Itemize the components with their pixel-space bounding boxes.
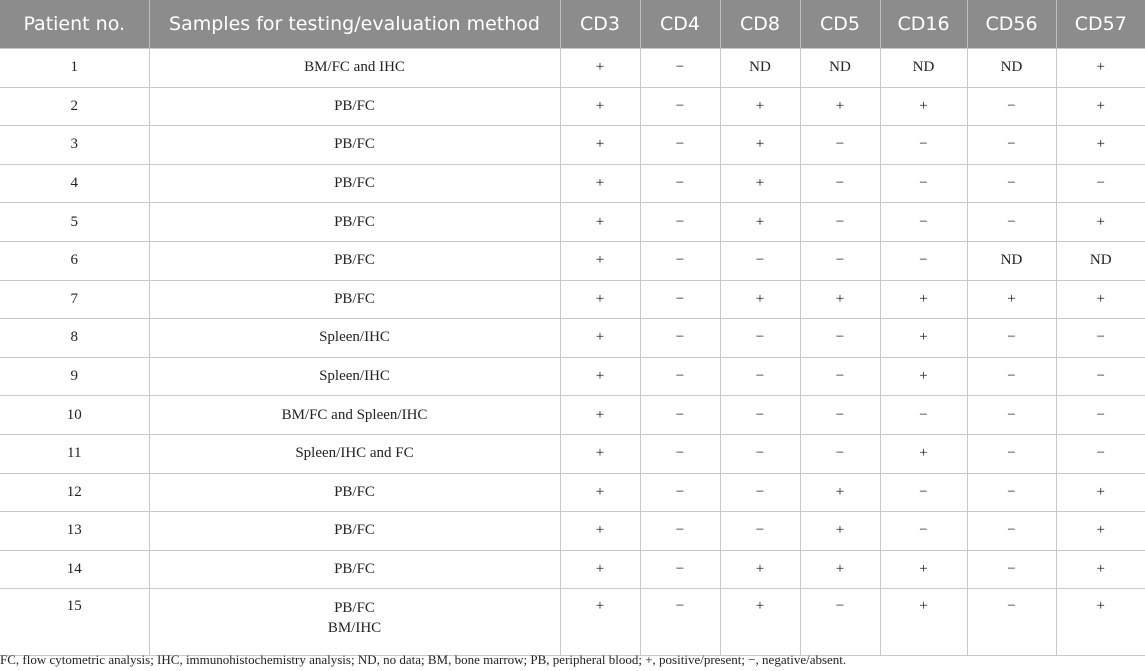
cd8-cell: − bbox=[720, 396, 800, 435]
header-cd4: CD4 bbox=[640, 0, 720, 49]
sample-method-line: Spleen/IHC and FC bbox=[295, 445, 414, 462]
cd4-cell: − bbox=[640, 49, 720, 88]
cd57-cell: − bbox=[1056, 434, 1145, 473]
cd16-cell: − bbox=[880, 241, 967, 280]
cd56-cell: − bbox=[967, 550, 1056, 589]
patient-no-cell: 1 bbox=[0, 49, 149, 88]
cd4-cell: − bbox=[640, 357, 720, 396]
table-body bbox=[0, 49, 1145, 656]
cd56-cell: − bbox=[967, 87, 1056, 126]
table-row bbox=[0, 550, 1145, 589]
cd56-cell: − bbox=[967, 473, 1056, 512]
cd16-cell: ND bbox=[880, 49, 967, 88]
cd5-cell: − bbox=[800, 203, 880, 242]
cd56-cell: − bbox=[967, 203, 1056, 242]
header-cd3: CD3 bbox=[560, 0, 640, 49]
sample-method-cell bbox=[149, 512, 560, 551]
sample-method-cell bbox=[149, 589, 560, 656]
sample-method-line: PB/FC bbox=[334, 213, 375, 230]
header-cd8: CD8 bbox=[720, 0, 800, 49]
cd57-cell: + bbox=[1056, 512, 1145, 551]
cd4-cell: − bbox=[640, 396, 720, 435]
cd16-cell: − bbox=[880, 126, 967, 165]
cd16-cell: − bbox=[880, 164, 967, 203]
cd4-cell: − bbox=[640, 203, 720, 242]
cd57-cell: ND bbox=[1056, 241, 1145, 280]
cd4-cell: − bbox=[640, 126, 720, 165]
cd3-cell: + bbox=[560, 87, 640, 126]
sample-method-line: PB/FC bbox=[334, 522, 375, 539]
sample-method-line: PB/FC bbox=[334, 600, 375, 617]
cd4-cell: − bbox=[640, 241, 720, 280]
patient-no-cell: 9 bbox=[0, 357, 149, 396]
patient-no-cell: 11 bbox=[0, 434, 149, 473]
cd57-cell: + bbox=[1056, 49, 1145, 88]
cd5-cell: − bbox=[800, 434, 880, 473]
cd5-cell: − bbox=[800, 126, 880, 165]
cd57-cell: + bbox=[1056, 280, 1145, 319]
cd4-cell: − bbox=[640, 319, 720, 358]
table-row bbox=[0, 49, 1145, 88]
sample-method-line: PB/FC bbox=[334, 136, 375, 153]
sample-method-cell bbox=[149, 357, 560, 396]
sample-method-cell bbox=[149, 434, 560, 473]
cd3-cell: + bbox=[560, 396, 640, 435]
cd57-cell: + bbox=[1056, 473, 1145, 512]
cd3-cell: + bbox=[560, 164, 640, 203]
sample-method-line: PB/FC bbox=[334, 483, 375, 500]
cd16-cell: − bbox=[880, 203, 967, 242]
cd8-cell: ND bbox=[720, 49, 800, 88]
cd8-cell: − bbox=[720, 319, 800, 358]
table-footnote: FC, flow cytometric analysis; IHC, immunohistochemistry analysis; ND, no data; BM, bone marrow; PB, peripheral blood; +, positive/present; −, negative/absent. bbox=[0, 652, 847, 667]
cd5-cell: ND bbox=[800, 49, 880, 88]
cd56-cell: − bbox=[967, 319, 1056, 358]
header-cd56: CD56 bbox=[967, 0, 1056, 49]
sample-method-line: PB/FC bbox=[334, 561, 375, 578]
cd57-cell: + bbox=[1056, 126, 1145, 165]
cd4-cell: − bbox=[640, 512, 720, 551]
cd5-cell: − bbox=[800, 319, 880, 358]
header-cd57: CD57 bbox=[1056, 0, 1145, 49]
cd3-cell: + bbox=[560, 319, 640, 358]
cd57-cell: + bbox=[1056, 203, 1145, 242]
sample-method-line: PB/FC bbox=[334, 290, 375, 307]
header-patient-no: Patient no. bbox=[0, 0, 149, 49]
table-row bbox=[0, 357, 1145, 396]
cd16-cell: − bbox=[880, 396, 967, 435]
header-cd5: CD5 bbox=[800, 0, 880, 49]
cd8-cell: + bbox=[720, 589, 800, 656]
cd16-cell: + bbox=[880, 87, 967, 126]
sample-method-line: BM/FC and IHC bbox=[304, 59, 405, 76]
sample-method-line: PB/FC bbox=[334, 175, 375, 192]
cd8-cell: − bbox=[720, 512, 800, 551]
table-row bbox=[0, 589, 1145, 656]
cd8-cell: − bbox=[720, 473, 800, 512]
cd5-cell: + bbox=[800, 280, 880, 319]
sample-method-cell bbox=[149, 87, 560, 126]
cd5-cell: + bbox=[800, 473, 880, 512]
cd8-cell: + bbox=[720, 550, 800, 589]
cd56-cell: − bbox=[967, 589, 1056, 656]
table-row bbox=[0, 126, 1145, 165]
patient-no-cell: 7 bbox=[0, 280, 149, 319]
cd16-cell: + bbox=[880, 280, 967, 319]
cd16-cell: + bbox=[880, 434, 967, 473]
cd4-cell: − bbox=[640, 473, 720, 512]
cd8-cell: − bbox=[720, 241, 800, 280]
cd3-cell: + bbox=[560, 203, 640, 242]
cd3-cell: + bbox=[560, 126, 640, 165]
cd3-cell: + bbox=[560, 280, 640, 319]
table-row bbox=[0, 203, 1145, 242]
patient-no-cell: 3 bbox=[0, 126, 149, 165]
header-samples-method: Samples for testing/evaluation method bbox=[149, 0, 560, 49]
cd57-cell: + bbox=[1056, 550, 1145, 589]
table-row bbox=[0, 241, 1145, 280]
cd8-cell: + bbox=[720, 126, 800, 165]
cd3-cell: + bbox=[560, 241, 640, 280]
sample-method-cell bbox=[149, 164, 560, 203]
cd4-cell: − bbox=[640, 87, 720, 126]
cd16-cell: + bbox=[880, 357, 967, 396]
table-row bbox=[0, 87, 1145, 126]
cd5-cell: − bbox=[800, 164, 880, 203]
cd3-cell: + bbox=[560, 473, 640, 512]
patient-no-cell: 12 bbox=[0, 473, 149, 512]
sample-method-cell bbox=[149, 319, 560, 358]
sample-method-cell bbox=[149, 49, 560, 88]
cd5-cell: + bbox=[800, 87, 880, 126]
cd57-cell: + bbox=[1056, 589, 1145, 656]
cd57-cell: − bbox=[1056, 396, 1145, 435]
patient-no-cell: 15 bbox=[0, 589, 149, 656]
cd57-cell: − bbox=[1056, 357, 1145, 396]
sample-method-cell bbox=[149, 126, 560, 165]
cd5-cell: − bbox=[800, 357, 880, 396]
cd5-cell: − bbox=[800, 589, 880, 656]
patient-no-cell: 10 bbox=[0, 396, 149, 435]
cd4-cell: − bbox=[640, 589, 720, 656]
cd3-cell: + bbox=[560, 49, 640, 88]
table-row bbox=[0, 164, 1145, 203]
patient-no-cell: 14 bbox=[0, 550, 149, 589]
cd3-cell: + bbox=[560, 434, 640, 473]
cd3-cell: + bbox=[560, 550, 640, 589]
sample-method-line: PB/FC bbox=[334, 97, 375, 114]
table-row bbox=[0, 512, 1145, 551]
cd57-cell: − bbox=[1056, 164, 1145, 203]
sample-method-cell bbox=[149, 203, 560, 242]
cd57-cell: + bbox=[1056, 87, 1145, 126]
cd5-cell: + bbox=[800, 550, 880, 589]
cd4-cell: − bbox=[640, 164, 720, 203]
sample-method-line: Spleen/IHC bbox=[319, 368, 390, 385]
sample-method-cell bbox=[149, 241, 560, 280]
cd56-cell: − bbox=[967, 126, 1056, 165]
cd56-cell: − bbox=[967, 512, 1056, 551]
cd16-cell: − bbox=[880, 512, 967, 551]
cd8-cell: − bbox=[720, 434, 800, 473]
table-row bbox=[0, 473, 1145, 512]
sample-method-line: BM/IHC bbox=[327, 620, 382, 637]
table-row bbox=[0, 396, 1145, 435]
cd16-cell: + bbox=[880, 589, 967, 656]
patient-no-cell: 13 bbox=[0, 512, 149, 551]
cd8-cell: − bbox=[720, 357, 800, 396]
cd56-cell: − bbox=[967, 357, 1056, 396]
cd5-cell: + bbox=[800, 512, 880, 551]
sample-method-line: Spleen/IHC bbox=[319, 329, 390, 346]
cd8-cell: + bbox=[720, 164, 800, 203]
patient-no-cell: 6 bbox=[0, 241, 149, 280]
table-row bbox=[0, 319, 1145, 358]
table-row bbox=[0, 280, 1145, 319]
cd56-cell: − bbox=[967, 164, 1056, 203]
cd4-cell: − bbox=[640, 280, 720, 319]
cd57-cell: − bbox=[1056, 319, 1145, 358]
patient-no-cell: 4 bbox=[0, 164, 149, 203]
cd16-cell: + bbox=[880, 550, 967, 589]
cd4-cell: − bbox=[640, 550, 720, 589]
patient-no-cell: 5 bbox=[0, 203, 149, 242]
cd56-cell: ND bbox=[967, 49, 1056, 88]
sample-method-cell bbox=[149, 473, 560, 512]
patient-no-cell: 2 bbox=[0, 87, 149, 126]
cd3-cell: + bbox=[560, 357, 640, 396]
cd4-cell: − bbox=[640, 434, 720, 473]
patient-no-cell: 8 bbox=[0, 319, 149, 358]
cd8-cell: + bbox=[720, 87, 800, 126]
sample-method-line: PB/FC bbox=[334, 252, 375, 269]
cd8-cell: + bbox=[720, 280, 800, 319]
cd5-cell: − bbox=[800, 241, 880, 280]
table-row bbox=[0, 434, 1145, 473]
sample-method-cell bbox=[149, 280, 560, 319]
header-cd16: CD16 bbox=[880, 0, 967, 49]
cd5-cell: − bbox=[800, 396, 880, 435]
sample-method-line: BM/FC and Spleen/IHC bbox=[281, 406, 428, 423]
cd56-cell: ND bbox=[967, 241, 1056, 280]
cd3-cell: + bbox=[560, 589, 640, 656]
sample-method-cell bbox=[149, 550, 560, 589]
cd56-cell: + bbox=[967, 280, 1056, 319]
cd56-cell: − bbox=[967, 396, 1056, 435]
cd16-cell: + bbox=[880, 319, 967, 358]
cd3-cell: + bbox=[560, 512, 640, 551]
cd8-cell: + bbox=[720, 203, 800, 242]
cd16-cell: − bbox=[880, 473, 967, 512]
cd56-cell: − bbox=[967, 434, 1056, 473]
sample-method-cell bbox=[149, 396, 560, 435]
header-row bbox=[0, 0, 1145, 49]
